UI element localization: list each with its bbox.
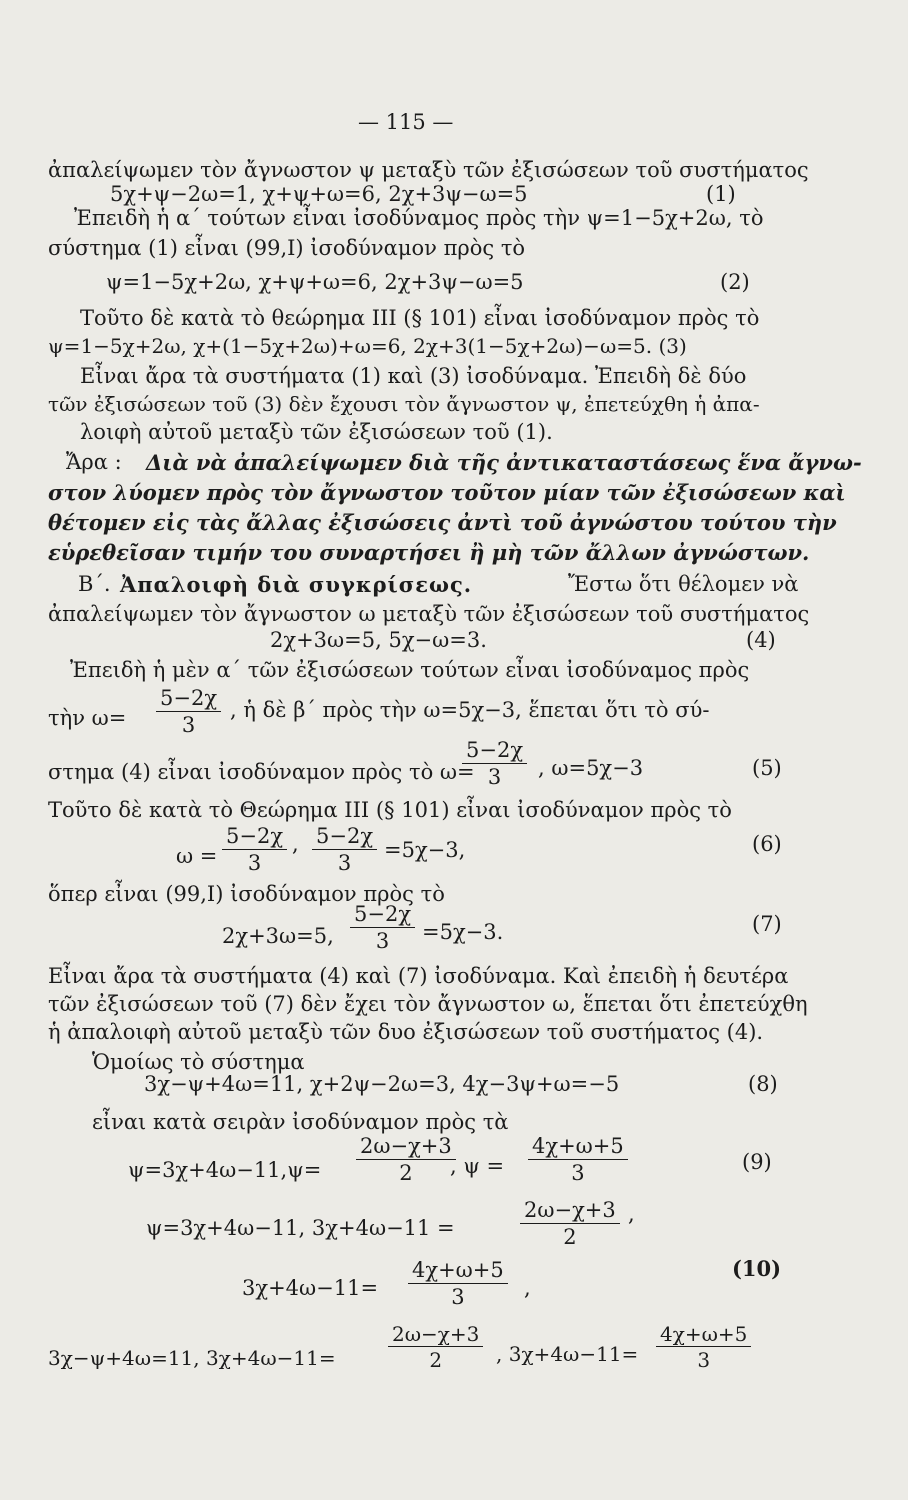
fraction-numerator: 4χ+ω+5 [656,1324,751,1347]
text-line: τῶν ἐξισώσεων τοῦ (3) δὲν ἔχουσι τὸν ἄγνωστον ψ, ἐπετεύχθη ἡ ἀπα- [48,392,760,416]
equation-text: ω = [176,844,218,868]
fraction-numerator: 4χ+ω+5 [528,1136,628,1160]
fraction [312,826,377,874]
equation-text: ψ=3χ+4ω−11, 3χ+4ω−11 = [146,1216,455,1240]
fraction-denominator: 3 [487,765,502,789]
fraction-denominator: 3 [697,1348,711,1372]
equation-text: , ἡ δὲ β΄ πρὸς τὴν ω=5χ−3, ἕπεται ὅτι τὸ σύ- [230,698,710,722]
fraction-numerator: 2ω−χ+3 [356,1136,456,1160]
fraction [656,1324,751,1370]
text-line: Ἐπειδὴ ἡ α΄ τούτων εἶναι ἰσοδύναμος πρὸς τὴν ψ=1−5χ+2ω, τὸ [74,206,764,230]
text-line: ἀπαλείψωμεν τὸν ἄγνωστον ω μεταξὺ τῶν ἐξισώσεων τοῦ συστήματος [48,602,810,626]
text-line: Ἔστω ὅτι θέλομεν νὰ [568,572,799,596]
fraction-denominator: 3 [337,851,352,875]
text-line: Ὁμοίως τὸ σύστημα [92,1050,305,1074]
text-line: τῶν ἐξισώσεων τοῦ (7) δὲν ἔχει τὸν ἄγνωστον ω, ἕπεται ὅτι ἐπετεύχθη [48,992,808,1016]
fraction-numerator: 5−2χ [156,688,221,712]
fraction-numerator: 5−2χ [350,904,415,928]
equation-number: (1) [706,182,736,206]
fraction-denominator: 2 [563,1225,577,1249]
rule-text: στον λύομεν πρὸς τὸν ἄγνωστον τοῦτον μίαν τῶν ἐξισώσεων καὶ [48,480,846,505]
rule-text: εὑρεθεῖσαν τιμήν του συναρτήσει ἢ μὴ τῶν ἄλλων ἀγνώστων. [48,540,810,565]
equation-text: 3χ+4ω−11= [242,1276,379,1300]
fraction [350,904,415,952]
rule-label: Ἄρα : [66,450,122,474]
fraction-numerator: 4χ+ω+5 [408,1260,508,1284]
fraction-denominator: 3 [451,1285,465,1309]
text-line: Τοῦτο δὲ κατὰ τὸ θεώρημα III (§ 101) εἶναι ἰσοδύναμον πρὸς τὸ [80,306,760,330]
equation-text: =5χ−3, [384,838,466,862]
text-line: ἀπαλείψωμεν τὸν ἄγνωστον ψ μεταξὺ τῶν ἐξισώσεων τοῦ συστήματος [48,158,809,182]
text-line: ὅπερ εἶναι (99,I) ἰσοδύναμον πρὸς τὸ [48,882,445,906]
text-line: Τοῦτο δὲ κατὰ τὸ Θεώρημα III (§ 101) εἶναι ἰσοδύναμον πρὸς τὸ [48,798,732,822]
fraction-numerator: 2ω−χ+3 [520,1200,620,1224]
fraction-numerator: 5−2χ [312,826,377,850]
equation-text: ψ=3χ+4ω−11,ψ= [128,1158,322,1182]
text-line: Εἶναι ἄρα τὰ συστήματα (4) καὶ (7) ἰσοδύναμα. Καὶ ἐπειδὴ ἡ δευτέρα [48,964,789,988]
comma: , [292,832,299,856]
equation-number: (2) [720,270,750,294]
equation-number: (4) [746,628,776,652]
fraction [528,1136,628,1184]
fraction [388,1324,483,1370]
text-line: λοιφὴ αὐτοῦ μεταξὺ τῶν ἐξισώσεων τοῦ (1). [80,420,553,444]
equation-number: (10) [732,1256,782,1281]
rule-text: Διὰ νὰ ἀπαλείψωμεν διὰ τῆς ἀντικαταστάσεως ἕνα ἄγνω- [146,450,862,475]
text-line: Εἶναι ἄρα τὰ συστήματα (1) καὶ (3) ἰσοδύναμα. Ἐπειδὴ δὲ δύο [80,364,747,388]
equation-system-3: ψ=1−5χ+2ω, χ+(1−5χ+2ω)+ω=6, 2χ+3(1−5χ+2ω)−ω=5. (3) [48,334,687,358]
comma: , [628,1202,635,1226]
equation-text: 3χ−ψ+4ω=11, 3χ+4ω−11= [48,1346,336,1370]
rule-text: θέτομεν εἰς τὰς ἄλλας ἐξισώσεις ἀντὶ τοῦ ἀγνώστου τούτου τὴν [48,510,837,535]
text-line: εἶναι κατὰ σειρὰν ἰσοδύναμον πρὸς τὰ [92,1110,509,1134]
fraction [408,1260,508,1308]
equation-text: στημα (4) εἶναι ἰσοδύναμον πρὸς τὸ ω= [48,760,475,784]
text-line: Ἐπειδὴ ἡ μὲν α΄ τῶν ἐξισώσεων τούτων εἶναι ἰσοδύναμος πρὸς [70,658,750,682]
equation-text: , 3χ+4ω−11= [496,1342,639,1366]
equation-number: (5) [752,756,782,780]
equation-system-2: ψ=1−5χ+2ω, χ+ψ+ω=6, 2χ+3ψ−ω=5 [106,270,524,294]
text-line: σύστημα (1) εἶναι (99,I) ἰσοδύναμον πρὸς τὸ [48,236,526,260]
fraction-denominator: 3 [571,1161,585,1185]
fraction-numerator: 5−2χ [462,740,527,764]
equation-number: (8) [748,1072,778,1096]
section-label: Β΄. [78,572,111,596]
equation-text: , ω=5χ−3 [538,756,644,780]
equation-text: 2χ+3ω=5, [222,924,334,948]
fraction [356,1136,456,1184]
equation-text: =5χ−3. [422,920,504,944]
fraction-denominator: 3 [375,929,390,953]
fraction [520,1200,620,1248]
fraction-denominator: 2 [399,1161,413,1185]
equation-text: τὴν ω= [48,706,127,730]
fraction-denominator: 3 [247,851,262,875]
equation-number: (6) [752,832,782,856]
fraction-denominator: 2 [429,1348,443,1372]
fraction-numerator: 5−2χ [222,826,287,850]
fraction [462,740,527,788]
equation-system-8: 3χ−ψ+4ω=11, χ+2ψ−2ω=3, 4χ−3ψ+ω=−5 [144,1072,620,1096]
equation-system-1: 5χ+ψ−2ω=1, χ+ψ+ω=6, 2χ+3ψ−ω=5 [110,182,528,206]
comma: , [524,1276,531,1300]
fraction-numerator: 2ω−χ+3 [388,1324,483,1347]
equation-system-4: 2χ+3ω=5, 5χ−ω=3. [270,628,487,652]
section-heading: Ἀπαλοιφὴ διὰ συγκρίσεως. [120,572,473,597]
fraction [156,688,221,736]
page-number: — 115 — [358,110,454,134]
text-line: ἡ ἀπαλοιφὴ αὐτοῦ μεταξὺ τῶν δυο ἐξισώσεων τοῦ συστήματος (4). [48,1020,764,1044]
equation-number: (9) [742,1150,772,1174]
equation-number: (7) [752,912,782,936]
fraction [222,826,287,874]
fraction-denominator: 3 [181,713,196,737]
equation-text: , ψ = [450,1154,505,1178]
